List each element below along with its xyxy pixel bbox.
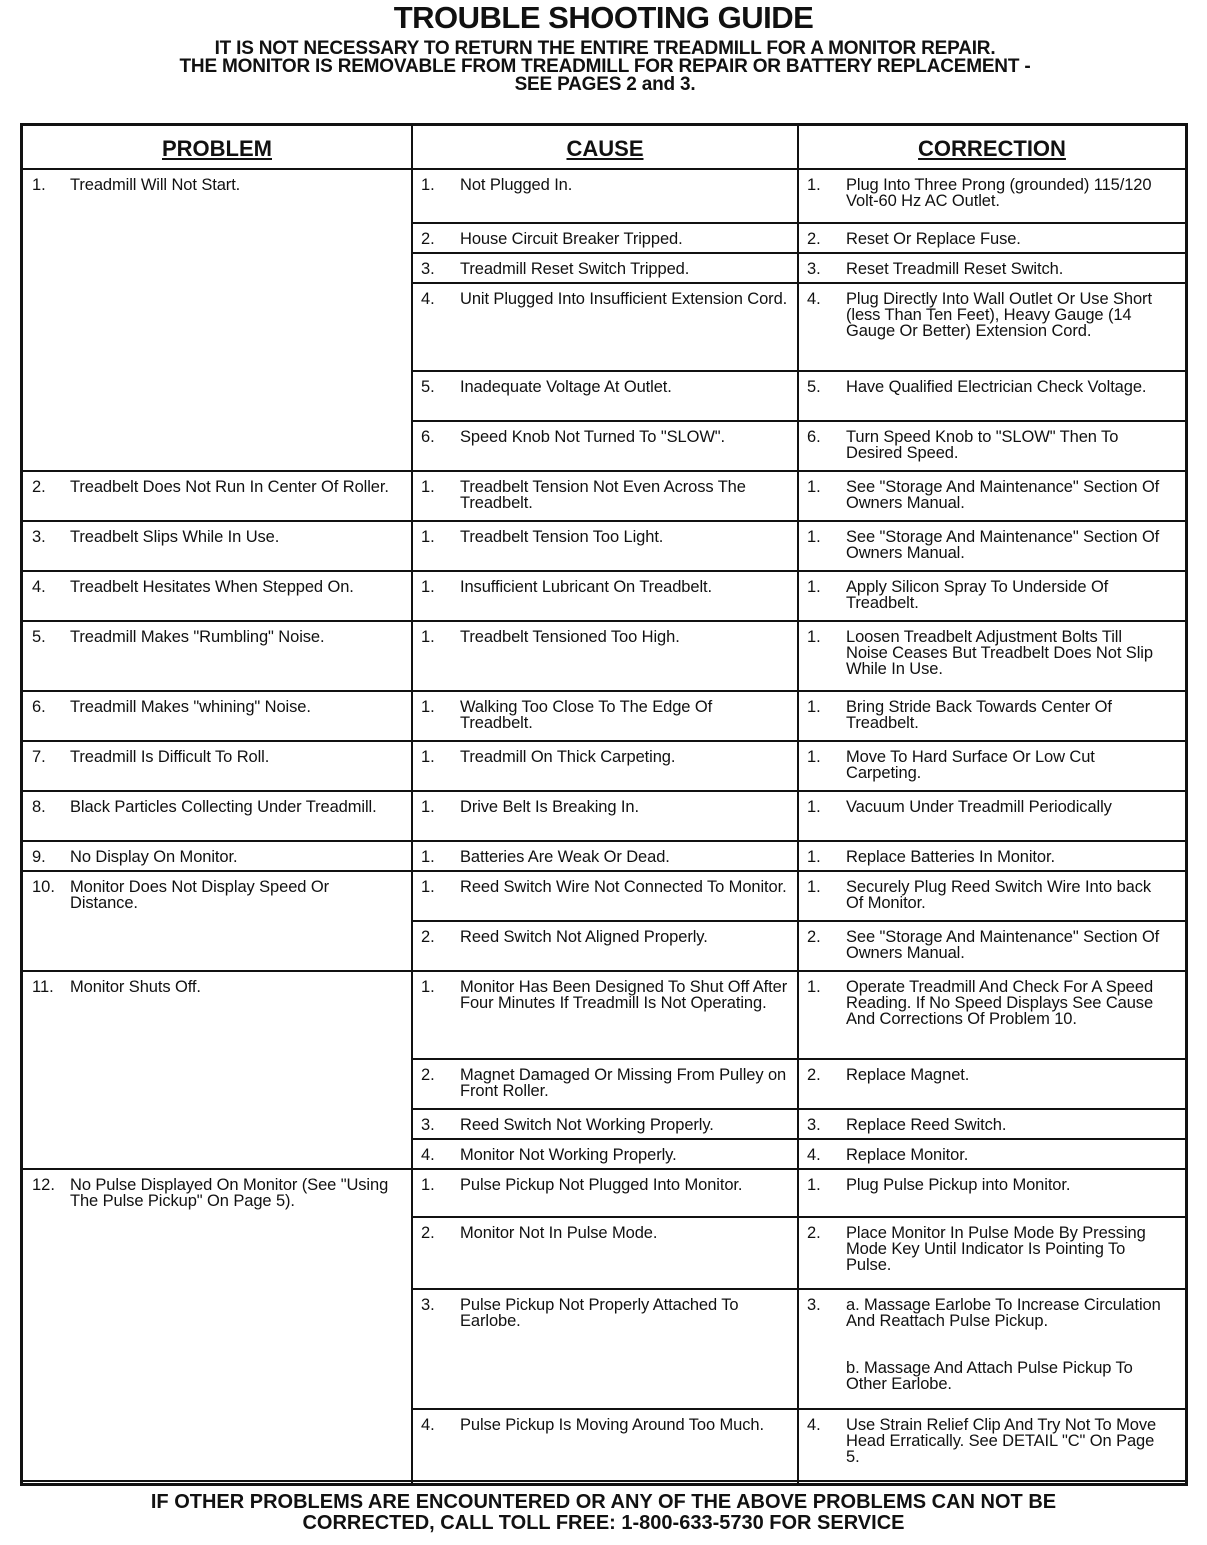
- problem-number: 11.: [32, 978, 54, 996]
- header-problem: PROBLEM: [162, 136, 272, 161]
- header-cause: CAUSE: [566, 136, 644, 161]
- problem-number: 1.: [32, 176, 46, 194]
- cause-text: Monitor Not In Pulse Mode.: [460, 1224, 658, 1242]
- correction-number: 1.: [807, 578, 821, 596]
- correction-number: 4.: [807, 290, 821, 308]
- cause-number: 1.: [421, 478, 435, 496]
- correction-text: Securely Plug Reed Switch Wire Into back Of Monitor.: [846, 878, 1152, 912]
- cause-text: Reed Switch Not Aligned Properly.: [460, 928, 708, 946]
- cause-number: 1.: [421, 698, 435, 716]
- correction-text: See "Storage And Maintenance" Section Of Owners Manual.: [846, 928, 1160, 962]
- cause-text: Reed Switch Not Working Properly.: [460, 1116, 714, 1134]
- cause-text: Treadmill Reset Switch Tripped.: [460, 260, 690, 278]
- correction-text: Bring Stride Back Towards Center Of Treadbelt.: [846, 698, 1112, 732]
- correction-number: 6.: [807, 428, 821, 446]
- problem-text: Treadmill Will Not Start.: [70, 176, 241, 194]
- problem-text: Treadbelt Does Not Run In Center Of Roller.: [70, 478, 389, 496]
- cause-number: 3.: [421, 260, 435, 278]
- correction-text: See "Storage And Maintenance" Section Of Owners Manual.: [846, 478, 1160, 512]
- correction-number: 1.: [807, 748, 821, 766]
- row-divider: [22, 1480, 1186, 1482]
- cause-number: 4.: [421, 1416, 435, 1434]
- cause-text: Pulse Pickup Is Moving Around Too Much.: [460, 1416, 764, 1434]
- cause-number: 5.: [421, 378, 435, 396]
- cause-number: 2.: [421, 928, 435, 946]
- correction-text: Plug Directly Into Wall Outlet Or Use Short (less Than Ten Feet), Heavy Gauge (14 Gauge Or Better) Extension Cord.: [846, 290, 1152, 340]
- correction-number: 1.: [807, 528, 821, 546]
- correction-number: 1.: [807, 878, 821, 896]
- problem-number: 4.: [32, 578, 46, 596]
- cause-number: 1.: [421, 528, 435, 546]
- correction-text: Reset Or Replace Fuse.: [846, 230, 1021, 248]
- page-title: TROUBLE SHOOTING GUIDE: [393, 0, 814, 35]
- correction-number: 3.: [807, 1296, 821, 1314]
- row-divider: [412, 1138, 1186, 1140]
- row-divider: [22, 470, 1186, 472]
- problem-number: 5.: [32, 628, 46, 646]
- correction-number: 1.: [807, 978, 821, 996]
- row-divider: [412, 252, 1186, 254]
- row-divider: [22, 570, 1186, 572]
- correction-number: 1.: [807, 478, 821, 496]
- footer-line-2: CORRECTED, CALL TOLL FREE: 1-800-633-5730 FOR SERVICE: [302, 1512, 905, 1534]
- correction-text: Apply Silicon Spray To Underside Of Treadbelt.: [846, 578, 1109, 612]
- correction-text: Replace Batteries In Monitor.: [846, 848, 1055, 866]
- cause-number: 1.: [421, 798, 435, 816]
- cause-number: 1.: [421, 848, 435, 866]
- problem-number: 2.: [32, 478, 46, 496]
- problem-text: Monitor Shuts Off.: [70, 978, 201, 996]
- cause-number: 6.: [421, 428, 435, 446]
- correction-text: Have Qualified Electrician Check Voltage.: [846, 378, 1147, 396]
- problem-number: 9.: [32, 848, 46, 866]
- problem-text: No Pulse Displayed On Monitor (See "Using The Pulse Pickup" On Page 5).: [70, 1176, 389, 1210]
- correction-text: See "Storage And Maintenance" Section Of Owners Manual.: [846, 528, 1160, 562]
- row-divider: [22, 870, 1186, 872]
- correction-number: 1.: [807, 1176, 821, 1194]
- row-divider: [22, 520, 1186, 522]
- problem-text: Treadmill Makes "Rumbling" Noise.: [70, 628, 325, 646]
- cause-text: Treadbelt Tension Too Light.: [460, 528, 664, 546]
- footer: [0, 1492, 1207, 1534]
- correction-text: Plug Into Three Prong (grounded) 115/120 Volt-60 Hz AC Outlet.: [846, 176, 1152, 210]
- correction-text: Turn Speed Knob to "SLOW" Then To Desired Speed.: [846, 428, 1119, 462]
- cause-text: Unit Plugged Into Insufficient Extension Cord.: [460, 290, 788, 308]
- cause-text: Treadbelt Tensioned Too High.: [460, 628, 680, 646]
- problem-number: 8.: [32, 798, 46, 816]
- column-divider: [411, 126, 413, 1484]
- row-divider: [412, 920, 1186, 922]
- row-divider: [412, 1216, 1186, 1218]
- correction-text: Place Monitor In Pulse Mode By Pressing Mode Key Until Indicator Is Pointing To Pulse.: [846, 1224, 1146, 1274]
- correction-text: Reset Treadmill Reset Switch.: [846, 260, 1064, 278]
- problem-number: 3.: [32, 528, 46, 546]
- row-divider: [22, 620, 1186, 622]
- cause-number: 1.: [421, 578, 435, 596]
- row-divider: [22, 790, 1186, 792]
- cause-text: Monitor Has Been Designed To Shut Off After Four Minutes If Treadmill Is Not Operating.: [460, 978, 788, 1012]
- correction-number: 2.: [807, 230, 821, 248]
- row-divider: [412, 1408, 1186, 1410]
- cause-text: Pulse Pickup Not Plugged Into Monitor.: [460, 1176, 743, 1194]
- cause-number: 2.: [421, 1224, 435, 1242]
- problem-number: 7.: [32, 748, 46, 766]
- cause-number: 4.: [421, 290, 435, 308]
- cause-text: Speed Knob Not Turned To "SLOW".: [460, 428, 726, 446]
- cause-text: Not Plugged In.: [460, 176, 573, 194]
- problem-text: No Display On Monitor.: [70, 848, 238, 866]
- row-divider: [22, 168, 1186, 170]
- problem-text: Treadbelt Slips While In Use.: [70, 528, 280, 546]
- subtitle-line-3: SEE PAGES 2 and 3.: [514, 74, 696, 95]
- problem-number: 12.: [32, 1176, 55, 1194]
- problem-text: Treadmill Is Difficult To Roll.: [70, 748, 270, 766]
- cause-text: Treadbelt Tension Not Even Across The Treadbelt.: [460, 478, 746, 512]
- row-divider: [412, 1108, 1186, 1110]
- problem-number: 6.: [32, 698, 46, 716]
- correction-number: 1.: [807, 176, 821, 194]
- header-correction: CORRECTION: [918, 136, 1066, 161]
- correction-number: 1.: [807, 798, 821, 816]
- correction-number: 2.: [807, 928, 821, 946]
- correction-text: Use Strain Relief Clip And Try Not To Move Head Erratically. See DETAIL "C" On Page 5.: [846, 1416, 1157, 1466]
- correction-number: 4.: [807, 1146, 821, 1164]
- row-divider: [22, 1168, 1186, 1170]
- cause-number: 1.: [421, 748, 435, 766]
- row-divider: [412, 370, 1186, 372]
- problem-text: Treadmill Makes "whining" Noise.: [70, 698, 311, 716]
- row-divider: [22, 740, 1186, 742]
- row-divider: [22, 840, 1186, 842]
- row-divider: [412, 1058, 1186, 1060]
- correction-text: Move To Hard Surface Or Low Cut Carpeting.: [846, 748, 1095, 782]
- correction-text: Plug Pulse Pickup into Monitor.: [846, 1176, 1071, 1194]
- row-divider: [22, 970, 1186, 972]
- correction-number: 4.: [807, 1416, 821, 1434]
- problem-text: Black Particles Collecting Under Treadmill.: [70, 798, 377, 816]
- column-divider: [797, 126, 799, 1484]
- correction-text: Operate Treadmill And Check For A Speed Reading. If No Speed Displays See Cause And Corrections Of Problem 10.: [846, 978, 1154, 1028]
- cause-number: 1.: [421, 1176, 435, 1194]
- cause-number: 1.: [421, 978, 435, 996]
- cause-text: Batteries Are Weak Or Dead.: [460, 848, 670, 866]
- row-divider: [412, 282, 1186, 284]
- cause-text: House Circuit Breaker Tripped.: [460, 230, 683, 248]
- row-divider: [412, 420, 1186, 422]
- row-divider: [22, 690, 1186, 692]
- correction-number: 2.: [807, 1066, 821, 1084]
- subtitle: [20, 40, 1190, 94]
- correction-number: 3.: [807, 260, 821, 278]
- row-divider: [412, 1288, 1186, 1290]
- problem-number: 10.: [32, 878, 55, 896]
- cause-text: Treadmill On Thick Carpeting.: [460, 748, 676, 766]
- correction-text: Replace Magnet.: [846, 1066, 970, 1084]
- correction-number: 1.: [807, 628, 821, 646]
- cause-number: 1.: [421, 628, 435, 646]
- correction-text: b. Massage And Attach Pulse Pickup To Other Earlobe.: [846, 1359, 1133, 1393]
- cause-text: Inadequate Voltage At Outlet.: [460, 378, 672, 396]
- cause-text: Walking Too Close To The Edge Of Treadbelt.: [460, 698, 713, 732]
- correction-number: 2.: [807, 1224, 821, 1242]
- correction-text: a. Massage Earlobe To Increase Circulation And Reattach Pulse Pickup.: [846, 1296, 1161, 1330]
- cause-number: 3.: [421, 1116, 435, 1134]
- cause-text: Pulse Pickup Not Properly Attached To Earlobe.: [460, 1296, 739, 1330]
- cause-text: Monitor Not Working Properly.: [460, 1146, 677, 1164]
- problem-text: Treadbelt Hesitates When Stepped On.: [70, 578, 354, 596]
- cause-text: Magnet Damaged Or Missing From Pulley on Front Roller.: [460, 1066, 787, 1100]
- correction-number: 3.: [807, 1116, 821, 1134]
- correction-number: 1.: [807, 848, 821, 866]
- cause-number: 1.: [421, 878, 435, 896]
- correction-number: 1.: [807, 698, 821, 716]
- correction-text: Vacuum Under Treadmill Periodically: [846, 798, 1112, 816]
- cause-number: 2.: [421, 230, 435, 248]
- cause-text: Insufficient Lubricant On Treadbelt.: [460, 578, 712, 596]
- cause-text: Drive Belt Is Breaking In.: [460, 798, 639, 816]
- subtitle-line-1: IT IS NOT NECESSARY TO RETURN THE ENTIRE TREADMILL FOR A MONITOR REPAIR.: [214, 38, 996, 59]
- cause-number: 3.: [421, 1296, 435, 1314]
- cause-number: 2.: [421, 1066, 435, 1084]
- correction-number: 5.: [807, 378, 821, 396]
- subtitle-line-2: THE MONITOR IS REMOVABLE FROM TREADMILL FOR REPAIR OR BATTERY REPLACEMENT -: [179, 56, 1031, 77]
- cause-text: Reed Switch Wire Not Connected To Monitor.: [460, 878, 787, 896]
- correction-text: Loosen Treadbelt Adjustment Bolts Till Noise Ceases But Treadbelt Does Not Slip While In Use.: [846, 628, 1153, 678]
- footer-line-1: IF OTHER PROBLEMS ARE ENCOUNTERED OR ANY OF THE ABOVE PROBLEMS CAN NOT BE: [150, 1491, 1057, 1513]
- correction-text: Replace Monitor.: [846, 1146, 969, 1164]
- cause-number: 4.: [421, 1146, 435, 1164]
- cause-number: 1.: [421, 176, 435, 194]
- correction-text: Replace Reed Switch.: [846, 1116, 1007, 1134]
- row-divider: [412, 222, 1186, 224]
- problem-text: Monitor Does Not Display Speed Or Distance.: [70, 878, 329, 912]
